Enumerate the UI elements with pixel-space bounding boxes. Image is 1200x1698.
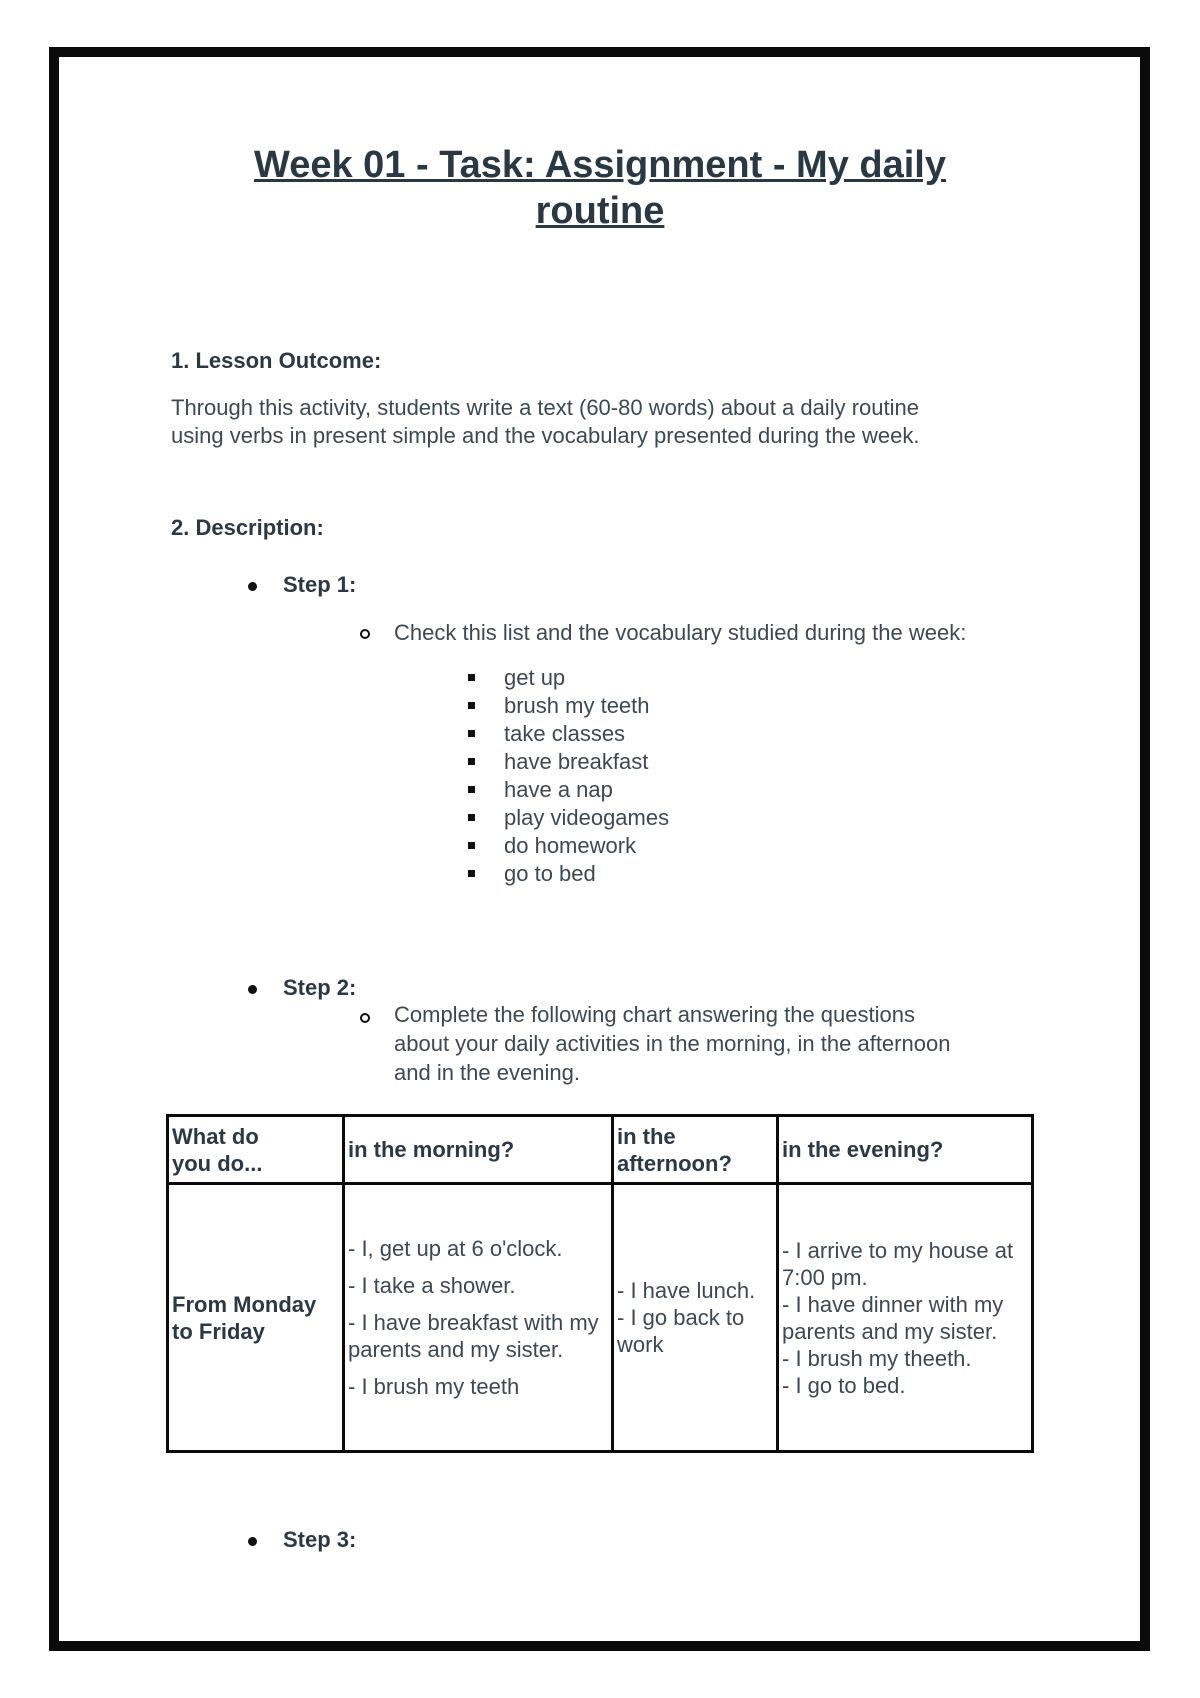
bullet-icon [248, 1537, 257, 1546]
title-line: Week 01 - Task: Assignment - My daily [254, 144, 946, 186]
page-title [0, 142, 1200, 234]
daily-routine-chart [166, 1114, 1034, 1453]
list-item: have breakfast [468, 748, 669, 776]
square-bullet-icon [468, 870, 475, 877]
step-2-instruction: Complete the following chart answering the questions about your daily activities in the morning, in the afternoon and in the evening. [394, 1002, 951, 1085]
step-1-label: Step 1: [283, 572, 357, 597]
step-2-label: Step 2: [283, 975, 357, 1000]
description-heading: 2. Description: [171, 515, 324, 540]
list-item: take classes [468, 720, 669, 748]
square-bullet-icon [468, 674, 475, 681]
header-cell: What do you do... [168, 1116, 344, 1184]
bullet-icon [248, 985, 257, 994]
afternoon-cell: - I have lunch. - I go back to work [613, 1184, 778, 1452]
square-bullet-icon [468, 702, 475, 709]
lesson-outcome-heading: 1. Lesson Outcome: [171, 348, 382, 373]
circle-bullet-icon [360, 629, 370, 639]
table-row [168, 1184, 1033, 1452]
evening-cell: - I arrive to my house at 7:00 pm. - I have dinner with my parents and my sister. - I brush my theeth. - I go to bed. [778, 1184, 1033, 1452]
square-bullet-icon [468, 814, 475, 821]
vocabulary-list [468, 664, 669, 888]
square-bullet-icon [468, 842, 475, 849]
square-bullet-icon [468, 758, 475, 765]
table-header-row [168, 1116, 1033, 1184]
lesson-outcome-text: Through this activity, students write a text (60-80 words) about a daily routine using verbs in present simple and the vocabulary presented during the week. [171, 395, 920, 448]
circle-bullet-icon [360, 1013, 370, 1023]
title-line: routine [535, 190, 665, 232]
list-item: get up [468, 664, 669, 692]
header-cell: in the afternoon? [613, 1116, 778, 1184]
square-bullet-icon [468, 786, 475, 793]
list-item: play videogames [468, 804, 669, 832]
square-bullet-icon [468, 730, 475, 737]
step-3-label: Step 3: [283, 1527, 357, 1552]
list-item: have a nap [468, 776, 669, 804]
header-cell: in the morning? [344, 1116, 613, 1184]
step-1-instruction: Check this list and the vocabulary studied during the week: [394, 620, 967, 645]
list-item: brush my teeth [468, 692, 669, 720]
bullet-icon [248, 582, 257, 591]
list-item: go to bed [468, 860, 669, 888]
morning-cell: - I, get up at 6 o'clock. - I take a shower. - I have breakfast with my parents and my sister. - I brush my teeth [344, 1184, 613, 1452]
list-item: do homework [468, 832, 669, 860]
row-label-cell: From Monday to Friday [168, 1184, 344, 1452]
header-cell: in the evening? [778, 1116, 1033, 1184]
